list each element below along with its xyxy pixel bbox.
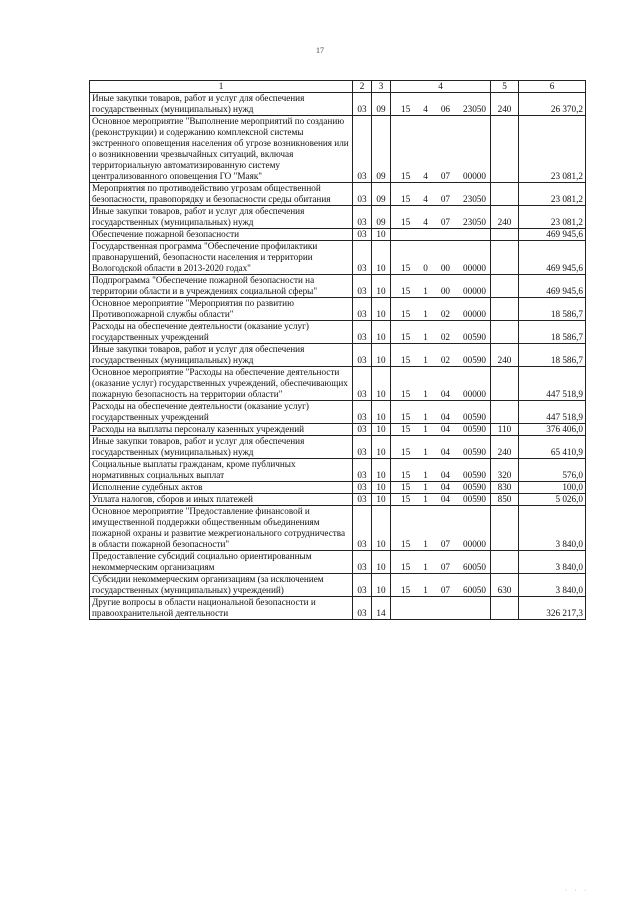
row-subsection: 10 (372, 401, 391, 424)
table-row (90, 494, 586, 506)
row-amount: 447 518,9 (519, 401, 586, 424)
row-amount: 18 586,7 (519, 321, 586, 344)
header-cell: 1 (90, 81, 353, 93)
row-amount: 5 026,0 (519, 494, 586, 506)
row-amount: 100,0 (519, 482, 586, 494)
row-expense-type (491, 275, 519, 298)
row-section: 03 (353, 241, 372, 275)
row-target-article (391, 401, 491, 424)
csr-part: 1 (423, 424, 428, 434)
row-target-article (391, 459, 491, 482)
page-number: 17 (316, 46, 324, 55)
csr-part: 00590 (463, 412, 486, 422)
csr-part: 00590 (463, 424, 486, 434)
row-section: 03 (353, 206, 372, 229)
row-name: Исполнение судебных актов (90, 482, 353, 494)
row-target-article (391, 597, 491, 620)
row-expense-type: 830 (491, 482, 519, 494)
row-section: 03 (353, 494, 372, 506)
csr-part: 1 (423, 470, 428, 480)
row-subsection: 10 (372, 459, 391, 482)
row-expense-type (491, 298, 519, 321)
row-target-article (391, 241, 491, 275)
row-expense-type (491, 241, 519, 275)
csr-part: 07 (440, 562, 450, 572)
row-subsection: 10 (372, 424, 391, 436)
row-name: Расходы на обеспечение деятельности (оказание услуг) государственных учреждений (90, 321, 353, 344)
row-target-article (391, 344, 491, 367)
csr-part: 00000 (463, 389, 486, 399)
row-expense-type: 240 (491, 344, 519, 367)
csr-part: 4 (423, 217, 428, 227)
row-subsection: 10 (372, 344, 391, 367)
table-row (90, 116, 586, 183)
row-amount: 326 217,3 (519, 597, 586, 620)
table-row (90, 459, 586, 482)
row-section: 03 (353, 482, 372, 494)
row-target-article (391, 506, 491, 551)
csr-part: 15 (401, 194, 411, 204)
row-amount: 26 370,2 (519, 93, 586, 116)
csr-part: 02 (440, 332, 450, 342)
csr-part: 15 (401, 217, 411, 227)
row-amount: 376 406,0 (519, 424, 586, 436)
row-target-article (391, 183, 491, 206)
csr-part: 00000 (463, 539, 486, 549)
csr-part: 60050 (463, 562, 486, 572)
row-name: Другие вопросы в области национальной безопасности и правоохранительной деятельности (90, 597, 353, 620)
csr-part: 15 (401, 424, 411, 434)
row-expense-type (491, 551, 519, 574)
row-name: Предоставление субсидий социально ориентированным некоммерческим организациям (90, 551, 353, 574)
csr-part: 15 (401, 309, 411, 319)
row-amount: 469 945,6 (519, 229, 586, 241)
row-section: 03 (353, 275, 372, 298)
csr-part: 07 (440, 217, 450, 227)
row-section: 03 (353, 401, 372, 424)
table-row (90, 183, 586, 206)
row-section: 03 (353, 506, 372, 551)
table-row (90, 436, 586, 459)
row-section: 03 (353, 116, 372, 183)
row-expense-type: 850 (491, 494, 519, 506)
row-target-article (391, 229, 491, 241)
csr-part: 1 (423, 389, 428, 399)
csr-part: 02 (440, 355, 450, 365)
row-name: Основное мероприятие "Мероприятия по развитию Противопожарной службы области" (90, 298, 353, 321)
csr-part: 04 (440, 447, 450, 457)
row-subsection: 09 (372, 183, 391, 206)
row-target-article (391, 298, 491, 321)
csr-part: 23050 (463, 217, 486, 227)
row-name: Расходы на выплаты персоналу казенных учреждений (90, 424, 353, 436)
row-amount: 3 840,0 (519, 551, 586, 574)
row-subsection: 10 (372, 494, 391, 506)
row-subsection: 14 (372, 597, 391, 620)
csr-part: 00590 (463, 447, 486, 457)
row-section: 03 (353, 229, 372, 241)
table-row (90, 298, 586, 321)
row-section: 03 (353, 424, 372, 436)
row-amount: 469 945,6 (519, 275, 586, 298)
row-target-article (391, 574, 491, 597)
csr-part: 1 (423, 494, 428, 504)
csr-part: 04 (440, 470, 450, 480)
table-row (90, 93, 586, 116)
csr-part: 15 (401, 104, 411, 114)
row-target-article (391, 367, 491, 401)
csr-part: 4 (423, 194, 428, 204)
csr-part: 1 (423, 562, 428, 572)
row-expense-type (491, 597, 519, 620)
row-expense-type: 630 (491, 574, 519, 597)
scan-mark: · · · (565, 888, 589, 894)
csr-part: 15 (401, 447, 411, 457)
csr-part: 00000 (463, 309, 486, 319)
row-target-article (391, 494, 491, 506)
csr-part: 07 (440, 194, 450, 204)
table-row (90, 424, 586, 436)
csr-part: 1 (423, 286, 428, 296)
row-name: Подпрограмма "Обеспечение пожарной безопасности на территории области и в учреждениях социальной сферы" (90, 275, 353, 298)
row-subsection: 10 (372, 367, 391, 401)
table-row (90, 229, 586, 241)
table-row (90, 482, 586, 494)
csr-part: 15 (401, 412, 411, 422)
csr-part: 15 (401, 355, 411, 365)
row-name: Иные закупки товаров, работ и услуг для обеспечения государственных (муниципальных) нужд (90, 206, 353, 229)
row-section: 03 (353, 597, 372, 620)
csr-part: 1 (423, 482, 428, 492)
row-amount: 447 518,9 (519, 367, 586, 401)
row-amount: 469 945,6 (519, 241, 586, 275)
header-row (90, 81, 586, 93)
row-amount: 23 081,2 (519, 206, 586, 229)
csr-part: 1 (423, 309, 428, 319)
csr-part: 60050 (463, 585, 486, 595)
row-expense-type: 240 (491, 93, 519, 116)
row-target-article (391, 436, 491, 459)
row-section: 03 (353, 367, 372, 401)
row-target-article (391, 424, 491, 436)
row-expense-type (491, 401, 519, 424)
header-cell: 5 (491, 81, 519, 93)
table-row (90, 275, 586, 298)
row-subsection: 10 (372, 436, 391, 459)
csr-part: 23050 (463, 194, 486, 204)
row-target-article (391, 551, 491, 574)
row-expense-type: 110 (491, 424, 519, 436)
row-expense-type: 240 (491, 206, 519, 229)
row-subsection: 10 (372, 574, 391, 597)
csr-part: 00590 (463, 494, 486, 504)
row-name: Основное мероприятие "Предоставление финансовой и имущественной поддержки общественным объединениям пожарной охраны и развитие межрегионального сотрудничества в области пожарной безопасности" (90, 506, 353, 551)
csr-part: 15 (401, 470, 411, 480)
csr-part: 04 (440, 482, 450, 492)
csr-part: 15 (401, 562, 411, 572)
row-amount: 3 840,0 (519, 506, 586, 551)
row-section: 03 (353, 551, 372, 574)
row-amount: 23 081,2 (519, 116, 586, 183)
csr-part: 00000 (463, 263, 486, 273)
row-name: Обеспечение пожарной безопасности (90, 229, 353, 241)
row-subsection: 10 (372, 241, 391, 275)
csr-part: 4 (423, 104, 428, 114)
csr-part: 07 (440, 585, 450, 595)
csr-part: 1 (423, 412, 428, 422)
row-name: Иные закупки товаров, работ и услуг для обеспечения государственных (муниципальных) нужд (90, 436, 353, 459)
budget-table (89, 80, 586, 620)
csr-part: 23050 (463, 104, 486, 114)
csr-part: 04 (440, 389, 450, 399)
row-target-article (391, 482, 491, 494)
row-name: Основное мероприятие "Расходы на обеспечение деятельности (оказание услуг) государственных учреждений, обеспечивающих пожарную безопасность на территории области" (90, 367, 353, 401)
table-row (90, 574, 586, 597)
row-expense-type: 240 (491, 436, 519, 459)
row-expense-type (491, 367, 519, 401)
csr-part: 15 (401, 332, 411, 342)
table-row (90, 401, 586, 424)
row-section: 03 (353, 344, 372, 367)
row-subsection: 10 (372, 551, 391, 574)
row-subsection: 10 (372, 298, 391, 321)
csr-part: 06 (440, 104, 450, 114)
row-name: Государственная программа "Обеспечение профилактики правонарушений, безопасности населения и территории Вологодской области в 2013-2020 годах" (90, 241, 353, 275)
row-subsection: 09 (372, 93, 391, 116)
row-amount: 23 081,2 (519, 183, 586, 206)
row-subsection: 10 (372, 321, 391, 344)
row-section: 03 (353, 298, 372, 321)
csr-part: 00590 (463, 470, 486, 480)
row-section: 03 (353, 574, 372, 597)
csr-part: 00590 (463, 332, 486, 342)
csr-part: 00000 (463, 171, 486, 181)
csr-part: 15 (401, 171, 411, 181)
row-amount: 3 840,0 (519, 574, 586, 597)
csr-part: 15 (401, 389, 411, 399)
table-row (90, 367, 586, 401)
row-subsection: 10 (372, 482, 391, 494)
csr-part: 1 (423, 447, 428, 457)
row-subsection: 10 (372, 229, 391, 241)
csr-part: 4 (423, 171, 428, 181)
row-expense-type (491, 321, 519, 344)
table-row (90, 506, 586, 551)
csr-part: 1 (423, 585, 428, 595)
table-row (90, 241, 586, 275)
row-expense-type: 320 (491, 459, 519, 482)
csr-part: 00 (440, 263, 450, 273)
row-target-article (391, 321, 491, 344)
row-name: Иные закупки товаров, работ и услуг для обеспечения государственных (муниципальных) нужд (90, 93, 353, 116)
row-target-article (391, 116, 491, 183)
row-expense-type (491, 506, 519, 551)
row-name: Социальные выплаты гражданам, кроме публичных нормативных социальных выплат (90, 459, 353, 482)
csr-part: 02 (440, 309, 450, 319)
row-section: 03 (353, 93, 372, 116)
row-section: 03 (353, 436, 372, 459)
row-name: Мероприятия по противодействию угрозам общественной безопасности, правопорядку и безопасности среды обитания (90, 183, 353, 206)
csr-part: 15 (401, 286, 411, 296)
row-target-article (391, 93, 491, 116)
csr-part: 15 (401, 482, 411, 492)
csr-part: 00000 (463, 286, 486, 296)
row-name: Уплата налогов, сборов и иных платежей (90, 494, 353, 506)
row-amount: 18 586,7 (519, 344, 586, 367)
row-name: Субсидии некоммерческим организациям (за исключением государственных (муниципальных) учреждений) (90, 574, 353, 597)
header-cell: 2 (353, 81, 372, 93)
csr-part: 04 (440, 424, 450, 434)
row-expense-type (491, 116, 519, 183)
row-amount: 65 410,9 (519, 436, 586, 459)
csr-part: 04 (440, 412, 450, 422)
csr-part: 1 (423, 539, 428, 549)
row-expense-type (491, 183, 519, 206)
row-section: 03 (353, 321, 372, 344)
csr-part: 00 (440, 286, 450, 296)
row-expense-type (491, 229, 519, 241)
table-row (90, 321, 586, 344)
table-row (90, 597, 586, 620)
row-subsection: 10 (372, 506, 391, 551)
csr-part: 1 (423, 355, 428, 365)
row-section: 03 (353, 183, 372, 206)
row-name: Основное мероприятие "Выполнение мероприятий по созданию (реконструкции) и содержанию комплексной системы экстренного оповещения населения об угрозе возникновения или о возникновении чрезвычайных ситуаций, включая территориальную автоматизированную систему централизованного оповещения ГО "Маяк" (90, 116, 353, 183)
csr-part: 04 (440, 494, 450, 504)
header-cell: 3 (372, 81, 391, 93)
header-cell: 4 (391, 81, 491, 93)
row-subsection: 09 (372, 116, 391, 183)
csr-part: 00590 (463, 355, 486, 365)
row-subsection: 09 (372, 206, 391, 229)
row-name: Расходы на обеспечение деятельности (оказание услуг) государственных учреждений (90, 401, 353, 424)
row-amount: 18 586,7 (519, 298, 586, 321)
csr-part: 15 (401, 585, 411, 595)
csr-part: 15 (401, 494, 411, 504)
row-target-article (391, 206, 491, 229)
table-row (90, 551, 586, 574)
csr-part: 07 (440, 539, 450, 549)
header-cell: 6 (519, 81, 586, 93)
table-row (90, 344, 586, 367)
csr-part: 15 (401, 263, 411, 273)
csr-part: 0 (423, 263, 428, 273)
row-name: Иные закупки товаров, работ и услуг для обеспечения государственных (муниципальных) нужд (90, 344, 353, 367)
csr-part: 1 (423, 332, 428, 342)
table-row (90, 206, 586, 229)
row-subsection: 10 (372, 275, 391, 298)
row-amount: 576,0 (519, 459, 586, 482)
csr-part: 00590 (463, 482, 486, 492)
csr-part: 15 (401, 539, 411, 549)
csr-part: 07 (440, 171, 450, 181)
row-section: 03 (353, 459, 372, 482)
row-target-article (391, 275, 491, 298)
